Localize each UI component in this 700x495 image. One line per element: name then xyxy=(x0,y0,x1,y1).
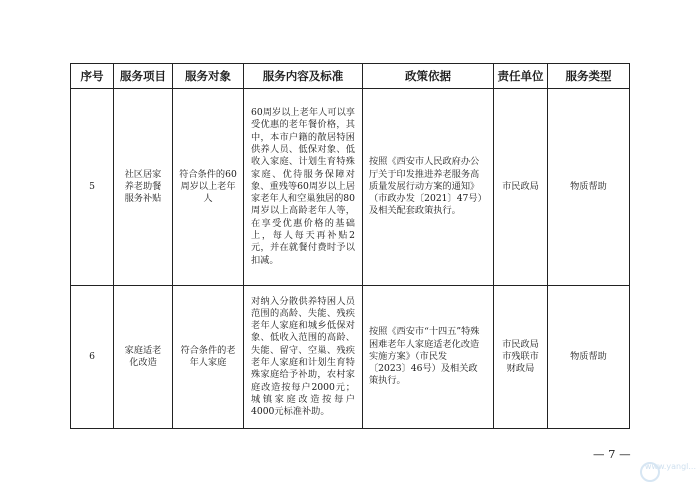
table-header-row xyxy=(71,64,630,89)
row-type: 物质帮助 xyxy=(570,180,607,192)
watermark xyxy=(640,462,696,488)
header-unit: 责任单位 xyxy=(494,64,548,89)
row-item: 社区居家养老助餐服务补贴 xyxy=(124,168,162,205)
row-item: 家庭适老化改造 xyxy=(124,344,162,368)
row-content: 对纳入分散供养特困人员范围的高龄、失能、残疾老年人家庭和城乡低保对象、低收入范围的高龄、失能、留守、空巢、残疾老年人家庭和计划生育特殊家庭给予补助，农村家庭改造按每户2000元；城镇家庭改造按每户4000元标准补助。 xyxy=(251,295,355,418)
row-no: 6 xyxy=(71,286,114,429)
row-content: 60周岁以上老年人可以享受优惠的老年餐价格，其中，本市户籍的散居特困供养人员、低保对象、低收入家庭、计划生育特殊家庭、优待服务保障对象、重残等60周岁以上居家老年人和空巢独居的80周岁以上高龄老年人等，在享受优惠价格的基础上，每人每天再补贴2元，并在就餐付费时予以扣减。 xyxy=(251,107,355,266)
row-no: 5 xyxy=(71,89,114,286)
table-row xyxy=(71,286,630,429)
service-table xyxy=(70,63,630,429)
header-basis: 政策依据 xyxy=(363,64,494,89)
header-no: 序号 xyxy=(71,64,114,89)
page-number: — 7 — xyxy=(593,447,631,461)
row-basis: 按照《西安市“十四五”特殊困难老年人家庭适老化改造实施方案》（市民发〔2023〕46号）及相关政策执行。 xyxy=(369,326,480,387)
watermark-logo-icon xyxy=(640,462,660,482)
table-row xyxy=(71,89,630,286)
header-target: 服务对象 xyxy=(173,64,244,89)
row-target: 符合条件的60周岁以上老年人 xyxy=(179,168,237,205)
row-unit: 市民政局 xyxy=(502,180,539,192)
header-item: 服务项目 xyxy=(114,64,173,89)
watermark-text: www.yangl... xyxy=(644,462,696,471)
header-content: 服务内容及标准 xyxy=(244,64,363,89)
header-type: 服务类型 xyxy=(548,64,630,89)
row-type: 物质帮助 xyxy=(570,350,607,362)
row-basis: 按照《西安市人民政府办公厅关于印发推进养老服务高质量发展行动方案的通知》（市政办发〔2021〕47号）及相关配套政策执行。 xyxy=(369,156,483,217)
row-unit: 市民政局市残联市财政局 xyxy=(502,338,539,375)
row-target: 符合条件的老年人家庭 xyxy=(180,344,236,368)
